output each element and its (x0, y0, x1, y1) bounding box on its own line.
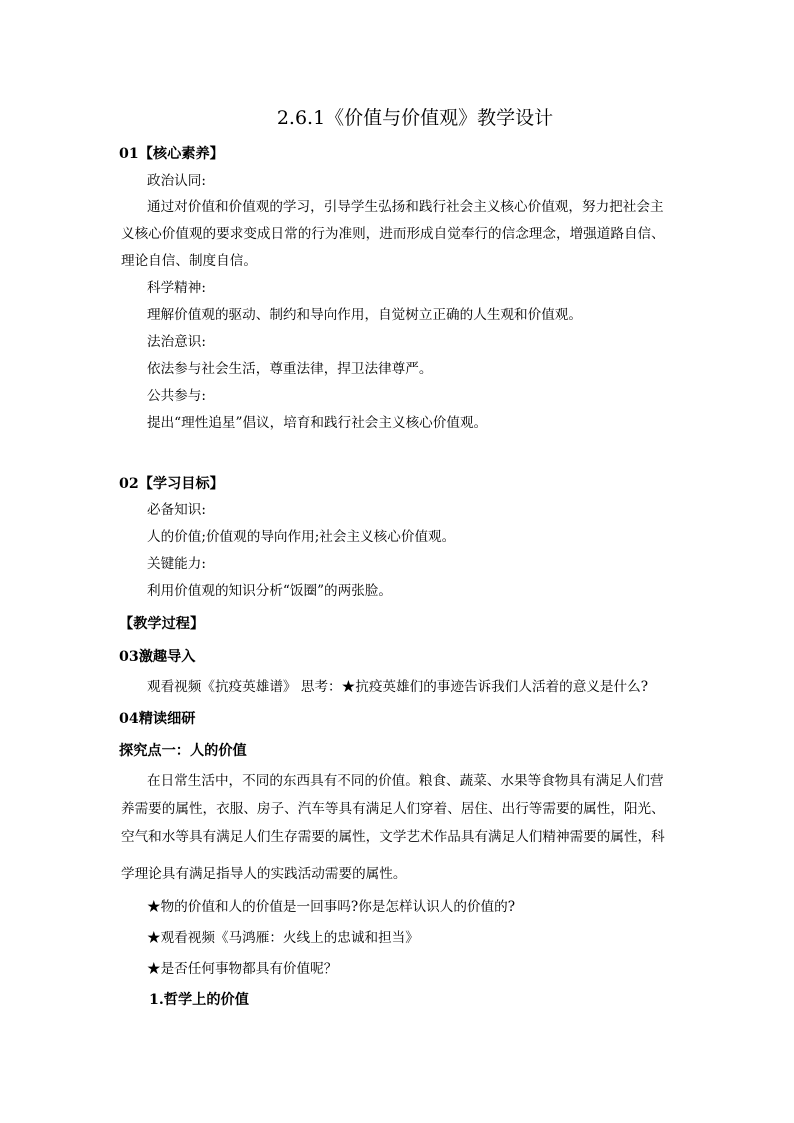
political-identity-text-line-2: 义核心价值观的要求变成日常的行为准则，进而形成自觉奉行的信念理念，增强道路自信、 (121, 226, 665, 242)
point-heading-philosophical-value: 1.哲学上的价值 (149, 992, 249, 1008)
paragraph-line-1: 在日常生活中，不同的东西具有不同的价值。粮食、蔬菜、水果等食物具有满足人们营 (147, 773, 664, 789)
section-heading-close-reading: 04精读细研 (119, 711, 196, 727)
inquiry-point-heading: 探究点一：人的价值 (119, 743, 247, 759)
teaching-process-heading: 【教学过程】 (119, 616, 205, 632)
question-item-3: ★是否任何事物都具有价值呢？ (147, 961, 338, 977)
key-ability-label: 关键能力: (147, 556, 206, 572)
paragraph-line-4: 学理论具有满足指导人的实践活动需要的属性。 (121, 866, 407, 882)
political-identity-text-line-3: 理论自信、制度自信。 (121, 253, 257, 269)
section-heading-introduction: 03激趣导入 (119, 649, 196, 665)
political-identity-text-line-1: 通过对价值和价值观的学习，引导学生弘扬和践行社会主义核心价值观，努力把社会主 (147, 199, 664, 215)
key-ability-text: 利用价值观的知识分析“饭圈”的两张脸。 (147, 583, 392, 599)
introduction-text: 观看视频《抗疫英雄谱》 思考：★抗疫英雄们的事迹告诉我们人活着的意义是什么? (147, 679, 648, 695)
question-item-1: ★物的价值和人的价值是一回事吗?你是怎样认识人的价值的? (147, 899, 516, 915)
paragraph-line-2: 养需要的属性，衣服、房子、汽车等具有满足人们穿着、居住、出行等需要的属性，阳光、 (121, 801, 665, 817)
scientific-spirit-label: 科学精神: (147, 280, 206, 296)
political-identity-label: 政治认同: (147, 173, 206, 189)
public-participation-text: 提出“理性追星”倡议，培育和践行社会主义核心价值观。 (147, 415, 488, 431)
essential-knowledge-text: 人的价值;价值观的导向作用;社会主义核心价值观。 (147, 529, 456, 545)
document-title: 2.6.1《价值与价值观》教学设计 (276, 107, 554, 129)
question-item-2: ★观看视频《马鸿雁：火线上的忠诚和担当》 (147, 930, 419, 946)
rule-of-law-label: 法治意识: (147, 334, 206, 350)
paragraph-line-3: 空气和水等具有满足人们生存需要的属性，文学艺术作品具有满足人们精神需要的属性，科 (121, 829, 665, 845)
section-heading-core-literacy: 01【核心素养】 (119, 146, 224, 162)
scientific-spirit-text: 理解价值观的驱动、制约和导向作用，自觉树立正确的人生观和价值观。 (147, 307, 582, 323)
section-heading-learning-goals: 02【学习目标】 (119, 476, 224, 492)
rule-of-law-text: 依法参与社会生活，尊重法律，捍卫法律尊严。 (147, 361, 433, 377)
public-participation-label: 公共参与: (147, 388, 206, 404)
essential-knowledge-label: 必备知识: (147, 502, 206, 518)
